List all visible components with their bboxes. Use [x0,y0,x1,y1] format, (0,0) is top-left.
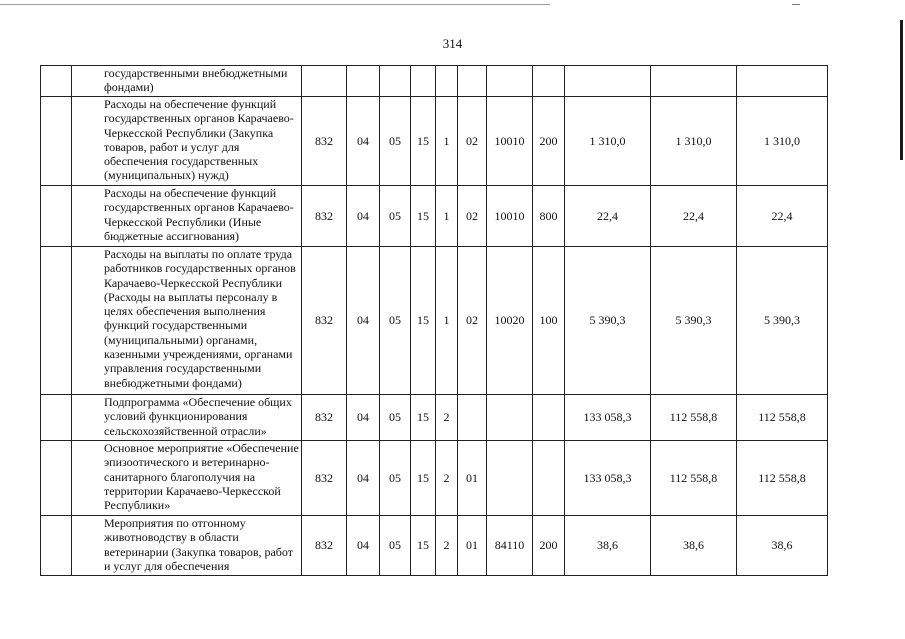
row-index-cell [41,395,72,441]
cell-direction [487,395,533,441]
cell-ministry-code [302,66,347,97]
table-row [41,97,828,186]
cell-event: 02 [458,247,487,395]
cell-amount-year-2: 22,4 [651,186,737,247]
cell-subprogram: 2 [436,395,458,441]
cell-subsection: 05 [380,186,411,247]
row-name: Расходы на обеспечение функций государственных органов Карачаево-Черкесской Республики (Закупка товаров, работ и услуг для обеспечения государственных (муниципальных) нужд) [72,97,302,186]
table-row [41,186,828,247]
cell-program: 15 [411,97,436,186]
cell-direction [487,66,533,97]
cell-event [458,395,487,441]
cell-expense-type: 800 [533,186,565,247]
cell-ministry-code: 832 [302,516,347,576]
cell-program: 15 [411,441,436,516]
cell-section: 04 [347,247,380,395]
cell-subsection: 05 [380,97,411,186]
cell-section: 04 [347,441,380,516]
row-index-cell [41,97,72,186]
cell-amount-year-1 [565,66,651,97]
row-name: Мероприятия по отгонному животноводству в области ветеринарии (Закупка товаров, работ и услуг для обеспечения [72,516,302,576]
cell-program: 15 [411,516,436,576]
table-row [41,66,828,97]
cell-event: 01 [458,516,487,576]
cell-amount-year-2 [651,66,737,97]
cell-amount-year-3: 112 558,8 [737,395,828,441]
cell-amount-year-1: 5 390,3 [565,247,651,395]
cell-ministry-code: 832 [302,247,347,395]
row-name: Подпрограмма «Обеспечение общих условий функционирования сельскохозяйственной отрасли» [72,395,302,441]
cell-subsection: 05 [380,247,411,395]
cell-event: 02 [458,97,487,186]
cell-expense-type [533,66,565,97]
cell-subprogram: 1 [436,186,458,247]
cell-amount-year-1: 22,4 [565,186,651,247]
cell-expense-type: 100 [533,247,565,395]
cell-expense-type [533,395,565,441]
budget-table [40,65,828,576]
row-index-cell [41,441,72,516]
cell-amount-year-3: 1 310,0 [737,97,828,186]
cell-direction [487,441,533,516]
cell-subsection: 05 [380,395,411,441]
cell-section: 04 [347,186,380,247]
cell-ministry-code: 832 [302,441,347,516]
cell-expense-type: 200 [533,97,565,186]
cell-program: 15 [411,395,436,441]
cell-section: 04 [347,395,380,441]
cell-subprogram: 2 [436,516,458,576]
cell-section: 04 [347,516,380,576]
cell-ministry-code: 832 [302,186,347,247]
cell-direction: 10020 [487,247,533,395]
cell-subsection: 05 [380,516,411,576]
cell-program: 15 [411,186,436,247]
cell-subprogram: 2 [436,441,458,516]
table-row [41,247,828,395]
cell-event: 01 [458,441,487,516]
cell-amount-year-3: 112 558,8 [737,441,828,516]
page-number: 314 [442,36,463,51]
row-name: Основное мероприятие «Обеспечение эпизоотического и ветеринарно-санитарного благополучия на территории Карачаево-Черкесской Республики» [72,441,302,516]
cell-subprogram: 1 [436,97,458,186]
row-name: государственными внебюджетными фондами) [72,66,302,97]
cell-amount-year-2: 5 390,3 [651,247,737,395]
cell-program [411,66,436,97]
cell-ministry-code: 832 [302,97,347,186]
cell-event: 02 [458,186,487,247]
cell-amount-year-1: 1 310,0 [565,97,651,186]
cell-section [347,66,380,97]
cell-subprogram: 1 [436,247,458,395]
cell-amount-year-2: 112 558,8 [651,441,737,516]
cell-amount-year-2: 1 310,0 [651,97,737,186]
cell-amount-year-2: 38,6 [651,516,737,576]
cell-direction: 84110 [487,516,533,576]
cell-subsection: 05 [380,441,411,516]
scan-border-line [0,4,550,5]
cell-amount-year-3: 5 390,3 [737,247,828,395]
cell-direction: 10010 [487,186,533,247]
scan-mark [792,4,800,5]
row-index-cell [41,247,72,395]
cell-subsection [380,66,411,97]
row-index-cell [41,516,72,576]
cell-ministry-code: 832 [302,395,347,441]
row-index-cell [41,66,72,97]
row-name: Расходы на выплаты по оплате труда работников государственных органов Карачаево-Черкесской Республики (Расходы на выплаты персоналу в целях обеспечения выполнения функций государственными (муниципальными) органами, казенными учреждениями, органами управления государственными внебюджетными фондами) [72,247,302,395]
cell-amount-year-2: 112 558,8 [651,395,737,441]
cell-amount-year-1: 38,6 [565,516,651,576]
cell-expense-type [533,441,565,516]
table-row [41,395,828,441]
row-index-cell [41,186,72,247]
table-row [41,441,828,516]
cell-program: 15 [411,247,436,395]
cell-event [458,66,487,97]
cell-subprogram [436,66,458,97]
cell-amount-year-3 [737,66,828,97]
cell-amount-year-1: 133 058,3 [565,395,651,441]
cell-expense-type: 200 [533,516,565,576]
table-row [41,516,828,576]
cell-amount-year-1: 133 058,3 [565,441,651,516]
cell-section: 04 [347,97,380,186]
row-name: Расходы на обеспечение функций государственных органов Карачаево-Черкесской Республики (Иные бюджетные ассигнования) [72,186,302,247]
cell-direction: 10010 [487,97,533,186]
cell-amount-year-3: 38,6 [737,516,828,576]
cell-amount-year-3: 22,4 [737,186,828,247]
